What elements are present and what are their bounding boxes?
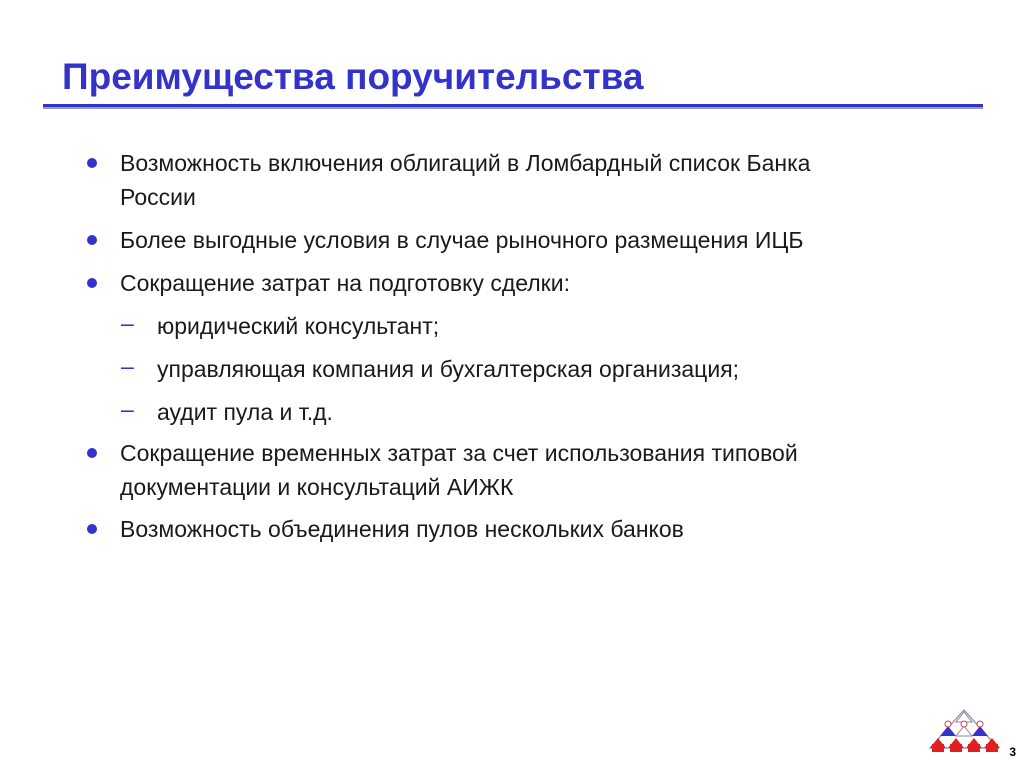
bullet-dot <box>87 524 97 534</box>
bullet-dot <box>87 278 97 288</box>
sub-list-item <box>157 395 333 429</box>
list-item-line: Возможность включения облигаций в Ломбардный список Банка <box>120 150 811 176</box>
sub-bullet-dash: – <box>121 396 134 422</box>
bullet-dot <box>87 235 97 245</box>
list-item <box>120 223 803 257</box>
company-logo-icon <box>926 708 1002 754</box>
list-item-line: Возможность объединения пулов нескольких банков <box>120 516 684 542</box>
list-item-line: Сокращение временных затрат за счет использования типовой <box>120 440 798 466</box>
list-item <box>120 146 810 214</box>
list-item-line: аудит пула и т.д. <box>157 399 333 425</box>
list-item-line: документации и консультаций АИЖК <box>120 474 514 500</box>
slide-title: Преимущества поручительства <box>62 56 644 97</box>
list-item-line: Более выгодные условия в случае рыночного размещения ИЦБ <box>120 227 804 253</box>
list-item-line: России <box>120 184 196 210</box>
sub-list-item <box>157 309 439 343</box>
bullet-dot <box>87 448 97 458</box>
list-item-line: Сокращение затрат на подготовку сделки: <box>120 270 570 296</box>
list-item <box>120 266 570 300</box>
list-item-line: управляющая компания и бухгалтерская организация; <box>157 356 740 382</box>
bullet-dot <box>87 158 97 168</box>
list-item <box>120 512 684 546</box>
list-item-line: юридический консультант; <box>157 313 440 339</box>
page-number: 3 <box>1009 745 1016 759</box>
list-item <box>120 436 798 504</box>
sub-list-item <box>157 352 739 386</box>
sub-bullet-dash: – <box>121 310 134 336</box>
sub-bullet-dash: – <box>121 353 134 379</box>
